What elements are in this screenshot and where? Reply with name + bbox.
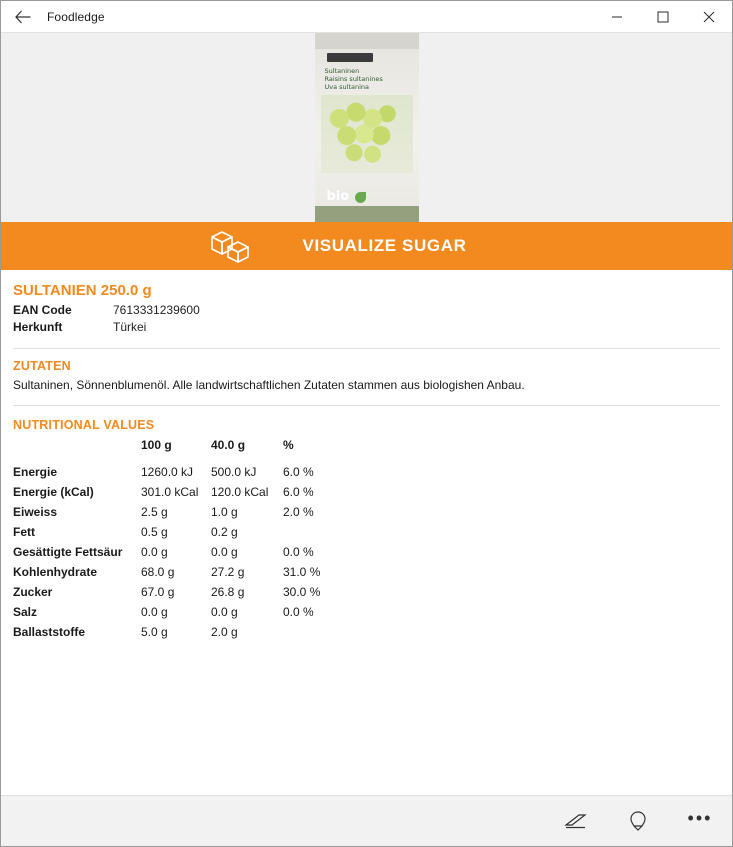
nutrient-percent: 31.0 % <box>283 565 321 579</box>
close-button[interactable] <box>686 2 732 32</box>
pack-bottom-edge <box>315 206 419 222</box>
back-arrow-icon <box>15 10 31 24</box>
nutrient-percent: 6.0 % <box>283 465 314 479</box>
nutrient-per100: 2.5 g <box>141 505 168 519</box>
pack-bio-text: bio <box>326 189 350 204</box>
nutrient-name: Fett <box>13 525 35 539</box>
leaf-icon <box>355 192 366 203</box>
bottom-app-bar <box>1 795 732 846</box>
nutrient-portion: 0.2 g <box>211 525 238 539</box>
field-label: EAN Code <box>13 303 72 317</box>
close-icon <box>703 11 715 23</box>
nutrient-percent: 0.0 % <box>283 605 314 619</box>
nutrient-portion: 500.0 kJ <box>211 465 257 479</box>
table-row <box>13 585 343 605</box>
nutrient-portion: 26.8 g <box>211 585 245 599</box>
table-header-row <box>13 438 343 465</box>
pack-top-edge <box>315 33 419 49</box>
more-button[interactable] <box>676 799 724 843</box>
nutrient-percent: 6.0 % <box>283 485 314 499</box>
nutrient-name: Energie <box>13 465 58 479</box>
nutrient-percent: 30.0 % <box>283 585 321 599</box>
table-row <box>13 505 343 525</box>
visualize-sugar-label: VISUALIZE SUGAR <box>302 236 467 255</box>
product-image-area <box>1 33 732 222</box>
column-header-percent: % <box>283 438 294 452</box>
table-row <box>13 465 343 485</box>
nutrition-table <box>13 438 343 645</box>
nutrient-name: Kohlenhydrate <box>13 565 98 579</box>
field-value: 7613331239600 <box>113 303 200 317</box>
sugar-cubes-icon <box>206 229 260 265</box>
nutrient-name: Salz <box>13 605 38 619</box>
nutrient-per100: 0.0 g <box>141 605 168 619</box>
divider <box>13 405 720 406</box>
nutrient-name: Zucker <box>13 585 53 599</box>
table-row <box>13 605 343 625</box>
nutrient-percent: 2.0 % <box>283 505 314 519</box>
nutrient-percent <box>283 625 343 645</box>
pack-grapes-illustration <box>321 95 413 173</box>
nutrient-portion: 0.0 g <box>211 605 238 619</box>
nutrient-name: Energie (kCal) <box>13 485 94 499</box>
nutrient-per100: 301.0 kCal <box>141 485 199 499</box>
column-header-name <box>13 438 141 465</box>
nutrient-per100: 1260.0 kJ <box>141 465 194 479</box>
nutrient-per100: 0.0 g <box>141 545 168 559</box>
nutrient-name: Eiweiss <box>13 505 58 519</box>
maximize-icon <box>657 11 669 23</box>
nutrient-per100: 0.5 g <box>141 525 168 539</box>
table-row <box>13 625 343 645</box>
nutrient-per100: 68.0 g <box>141 565 175 579</box>
pack-brand-bar <box>327 53 373 62</box>
minimize-icon <box>611 11 623 23</box>
nutrient-percent <box>283 525 343 545</box>
product-details <box>1 270 732 795</box>
column-header-per100: 100 g <box>141 438 172 452</box>
window-controls <box>594 2 732 32</box>
product-field-origin <box>13 319 720 336</box>
table-row <box>13 565 343 585</box>
back-button[interactable] <box>1 2 45 32</box>
nutrient-per100: 67.0 g <box>141 585 175 599</box>
minimize-button[interactable] <box>594 2 640 32</box>
nutrient-portion: 1.0 g <box>211 505 238 519</box>
divider <box>13 348 720 349</box>
nutrition-heading: NUTRITIONAL VALUES <box>13 418 155 432</box>
visualize-sugar-button[interactable] <box>1 222 732 270</box>
ingredients-heading: ZUTATEN <box>13 359 71 373</box>
product-packshot-image[interactable] <box>315 33 419 222</box>
nutrient-name: Gesättigte Fettsäur <box>13 545 123 559</box>
share-button[interactable] <box>614 799 662 843</box>
title-bar <box>1 1 732 33</box>
product-title: SULTANIEN 250.0 g <box>13 282 152 299</box>
window-title: Foodledge <box>47 9 105 24</box>
field-label: Herkunft <box>13 320 63 334</box>
more-icon: ••• <box>687 808 713 828</box>
field-value: Türkei <box>113 320 147 334</box>
nutrient-name: Ballaststoffe <box>13 625 86 639</box>
edit-button[interactable] <box>552 799 600 843</box>
table-row <box>13 525 343 545</box>
product-field-ean <box>13 302 720 319</box>
edit-icon <box>563 811 589 831</box>
nutrient-portion: 2.0 g <box>211 625 238 639</box>
ingredients-text: Sultaninen, Sönnenblumenöl. Alle landwirtschaftlichen Zutaten stammen aus biologishen Anbau. <box>13 378 525 392</box>
share-icon <box>625 810 651 832</box>
pack-label-text: Sultaninen Raisins sultanines Uva sultanina <box>324 67 383 91</box>
column-header-portion: 40.0 g <box>211 438 246 452</box>
nutrient-portion: 27.2 g <box>211 565 245 579</box>
nutrient-percent: 0.0 % <box>283 545 314 559</box>
nutrient-portion: 0.0 g <box>211 545 238 559</box>
nutrient-portion: 120.0 kCal <box>211 485 269 499</box>
nutrient-per100: 5.0 g <box>141 625 168 639</box>
table-row <box>13 545 343 565</box>
maximize-button[interactable] <box>640 2 686 32</box>
table-row <box>13 485 343 505</box>
